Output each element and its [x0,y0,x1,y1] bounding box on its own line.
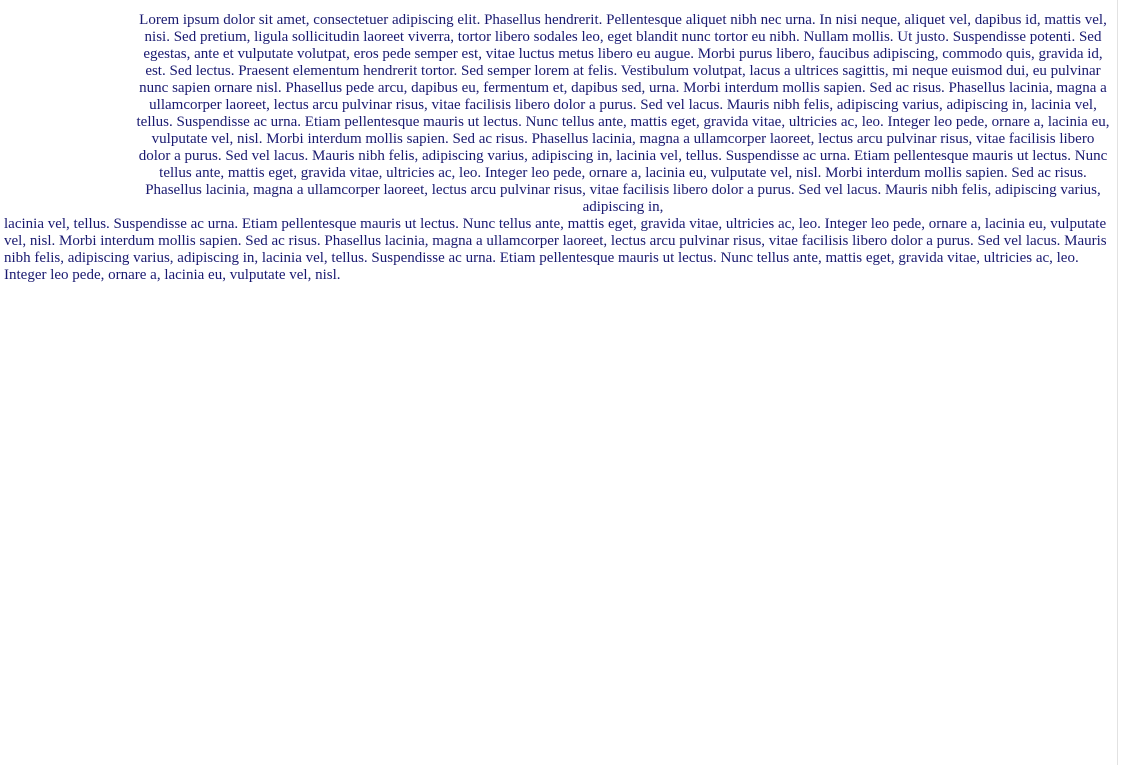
scrollbar-track[interactable] [1117,0,1123,765]
document-body [4,12,1110,284]
lorem-paragraph-left: lacinia vel, tellus. Suspendisse ac urna. Etiam pellentesque mauris ut lectus. Nunc tellus ante, mattis eget, gravida vitae, ultricies ac, leo. Integer leo pede, ornare a, lacinia eu, vulputate vel, nisl. Morbi interdum mollis sapien. Sed ac risus. Phasellus lacinia, magna a ullamcorper laoreet, lectus arcu pulvinar risus, vitae facilisis libero dolor a purus. Sed vel lacus. Mauris nibh felis, adipiscing varius, adipiscing in, lacinia vel, tellus. Suspendisse ac urna. Etiam pellentesque mauris ut lectus. Nunc tellus ante, mattis eget, gravida vitae, ultricies ac, leo. Integer leo pede, ornare a, lacinia eu, vulputate vel, nisl. [4,216,1107,283]
lorem-paragraph-centered: Lorem ipsum dolor sit amet, consectetuer adipiscing elit. Phasellus hendrerit. Pellentesque aliquet nibh nec urna. In nisi neque, aliquet vel, dapibus id, mattis vel, nisi. Sed pretium, ligula sollicitudin laoreet viverra, tortor libero sodales leo, eget blandit nunc tortor eu nibh. Nullam mollis. Ut justo. Suspendisse potenti. Sed egestas, ante et vulputate volutpat, eros pede semper est, vitae luctus metus libero eu augue. Morbi purus libero, faucibus adipiscing, commodo quis, gravida id, est. Sed lectus. Praesent elementum hendrerit tortor. Sed semper lorem at felis. Vestibulum volutpat, lacus a ultrices sagittis, mi neque euismod dui, eu pulvinar nunc sapien ornare nisl. Phasellus pede arcu, dapibus eu, fermentum et, dapibus sed, urna. Morbi interdum mollis sapien. Sed ac risus. Phasellus lacinia, magna a ullamcorper laoreet, lectus arcu pulvinar risus, vitae facilisis libero dolor a purus. Sed vel lacus. Mauris nibh felis, adipiscing varius, adipiscing in, lacinia vel, tellus. Suspendisse ac urna. Etiam pellentesque mauris ut lectus. Nunc tellus ante, mattis eget, gravida vitae, ultricies ac, leo. Integer leo pede, ornare a, lacinia eu, vulputate vel, nisl. Morbi interdum mollis sapien. Sed ac risus. Phasellus lacinia, magna a ullamcorper laoreet, lectus arcu pulvinar risus, vitae facilisis libero dolor a purus. Sed vel lacus. Mauris nibh felis, adipiscing varius, adipiscing in, lacinia vel, tellus. Suspendisse ac urna. Etiam pellentesque mauris ut lectus. Nunc tellus ante, mattis eget, gravida vitae, ultricies ac, leo. Integer leo pede, ornare a, lacinia eu, vulputate vel, nisl. Morbi interdum mollis sapien. Sed ac risus. Phasellus lacinia, magna a ullamcorper laoreet, lectus arcu pulvinar risus, vitae facilisis libero dolor a purus. Sed vel lacus. Mauris nibh felis, adipiscing varius, adipiscing in, [136,12,1110,215]
